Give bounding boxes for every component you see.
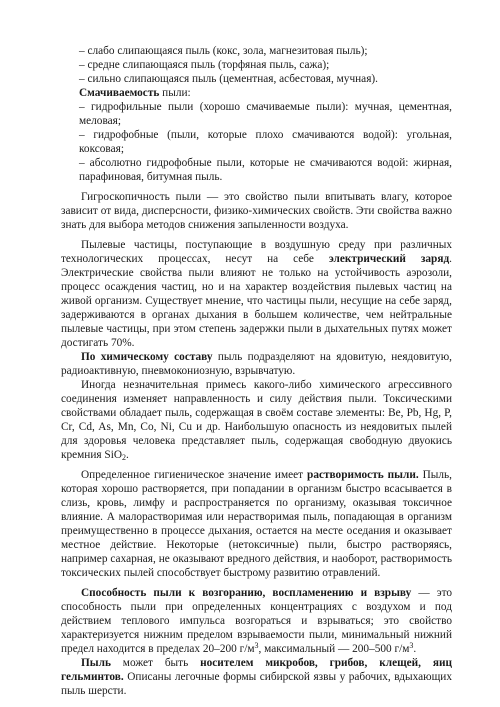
composition-paragraph — [61, 350, 452, 378]
impurity-paragraph — [61, 378, 452, 462]
solubility-bold: растворимость пыли. — [307, 469, 419, 481]
impurity-text: Иногда незначительная примесь какого-либо химического агрессивного соединения изменяет направленность и силу действия пыли. Токсическими свойствами обладает пыль, содержащая в своём составе элементы: Be, Pb, Hg, P, Cr, Cd, As, Mn, Co, Ni, Cu и др. Наибольшую опасность из неядовитых пылей для здоровья человека представляет пыль, содержащая свободную двуокись кремния SiO — [61, 379, 452, 461]
explosion-mid: , максимальный — 200–500 г/м — [258, 643, 410, 655]
list-item-strong: – сильно слипающаяся пыль (цементная, асбестовая, мучная). — [79, 73, 378, 85]
solubility-paragraph — [61, 468, 452, 580]
wettability-heading-bold: Смачиваемость — [79, 87, 160, 99]
carrier-text-2: Описаны легочные формы сибирской язвы у рабочих, вдыхающих пыль шерсти. — [61, 671, 452, 697]
charge-text-after: . Электрические свойства пыли влияют не только на устойчивость аэрозоли, процесс осаждения частиц, но и на характер воздействия пылевых частиц на живой организм. Существует мнение, что частицы пыли, несущие на себе заряд, задерживаются в органах дыхания в большем количестве, чем нейтральные пылевые частицы, при этом степень задержки пыли в дыхательных путях может достигать 70%. — [61, 253, 452, 349]
charge-bold: электрический заряд — [328, 253, 450, 265]
carrier-bold-1: Пыль — [81, 657, 111, 669]
list-item-weak: – слабо слипающаяся пыль (кокс, зола, магнезитовая пыль); — [79, 45, 368, 57]
solubility-text-after: Пыль, которая хорошо растворяется, при попадании в организм быстро всасывается в слизь, кровь, лимфу и распространяется по организму, оказывая токсичное влияние. А малорастворимая или нерастворимая пыль, попадающая в организм преимущественно в процессе дыхания, остается на месте оседания и оказывает местное действие. Некоторые (нетоксичные) пыли, быстро растворяясь, например сахарная, не оказывают вредного действия, и наоборот, растворимость токсических пылей способствует быстрому развитию отравлений. — [61, 469, 453, 579]
wettability-heading — [61, 86, 452, 100]
charge-paragraph — [61, 238, 452, 350]
wettability-heading-tail: пыли: — [159, 87, 191, 99]
composition-text: пыль подразделяют на ядовитую, неядовитую, радиоактивную, пневмокониозную, взрывчатую. — [61, 351, 452, 377]
explosion-sup-1: 3 — [254, 641, 259, 650]
wettability-item-hydrophilic: – гидрофильные пыли (хорошо смачиваемые пыли): мучная, цементная, меловая; — [79, 101, 452, 127]
list-item-medium: – средне слипающаяся пыль (торфяная пыль, сажа); — [79, 59, 330, 71]
explosion-bold: Способность пыли к возгоранию, воспламенению и взрыву — [81, 587, 412, 599]
explosion-text: — это способность пыли при определенных концентрациях с воздухом и под действием теплового импульса возгораться и взрываться; это свойство характеризуется нижним пределом взрываемости пыли, минимальный нижний предел находится в пределах 20–200 г/м — [61, 587, 452, 655]
wettability-item-hydrophobic: – гидрофобные (пыли, которые плохо смачиваются водой): угольная, коксовая; — [79, 129, 452, 155]
explosion-end: . — [413, 643, 417, 655]
impurity-subscript: 2 — [122, 453, 126, 462]
carrier-bold-2: носителем микробов, грибов, клещей, яиц гельминтов. — [61, 657, 452, 683]
explosion-sup-2: 3 — [409, 641, 414, 650]
charge-text-before: Пылевые частицы, поступающие в воздушную среду при различных технологических процессах, несут на себе — [61, 239, 452, 265]
impurity-end: . — [126, 449, 129, 461]
hygroscopicity-paragraph: Гигроскопичность пыли — это свойство пыли впитывать влагу, которое зависит от вида, дисперсности, физико-химических свойств. Эти свойства важно знать для выбора методов снижения запыленности воздуха. — [61, 191, 452, 231]
wettability-item-absolute: – абсолютно гидрофобные пыли, которые не смачиваются водой: жирная, парафиновая, битумная пыль. — [79, 157, 452, 183]
explosion-paragraph — [61, 586, 452, 656]
composition-bold: По химическому составу — [81, 351, 213, 363]
solubility-text-before: Определенное гигиеническое значение имеет — [81, 469, 308, 481]
carrier-text-1: может быть — [110, 657, 201, 669]
carrier-paragraph — [61, 656, 452, 698]
